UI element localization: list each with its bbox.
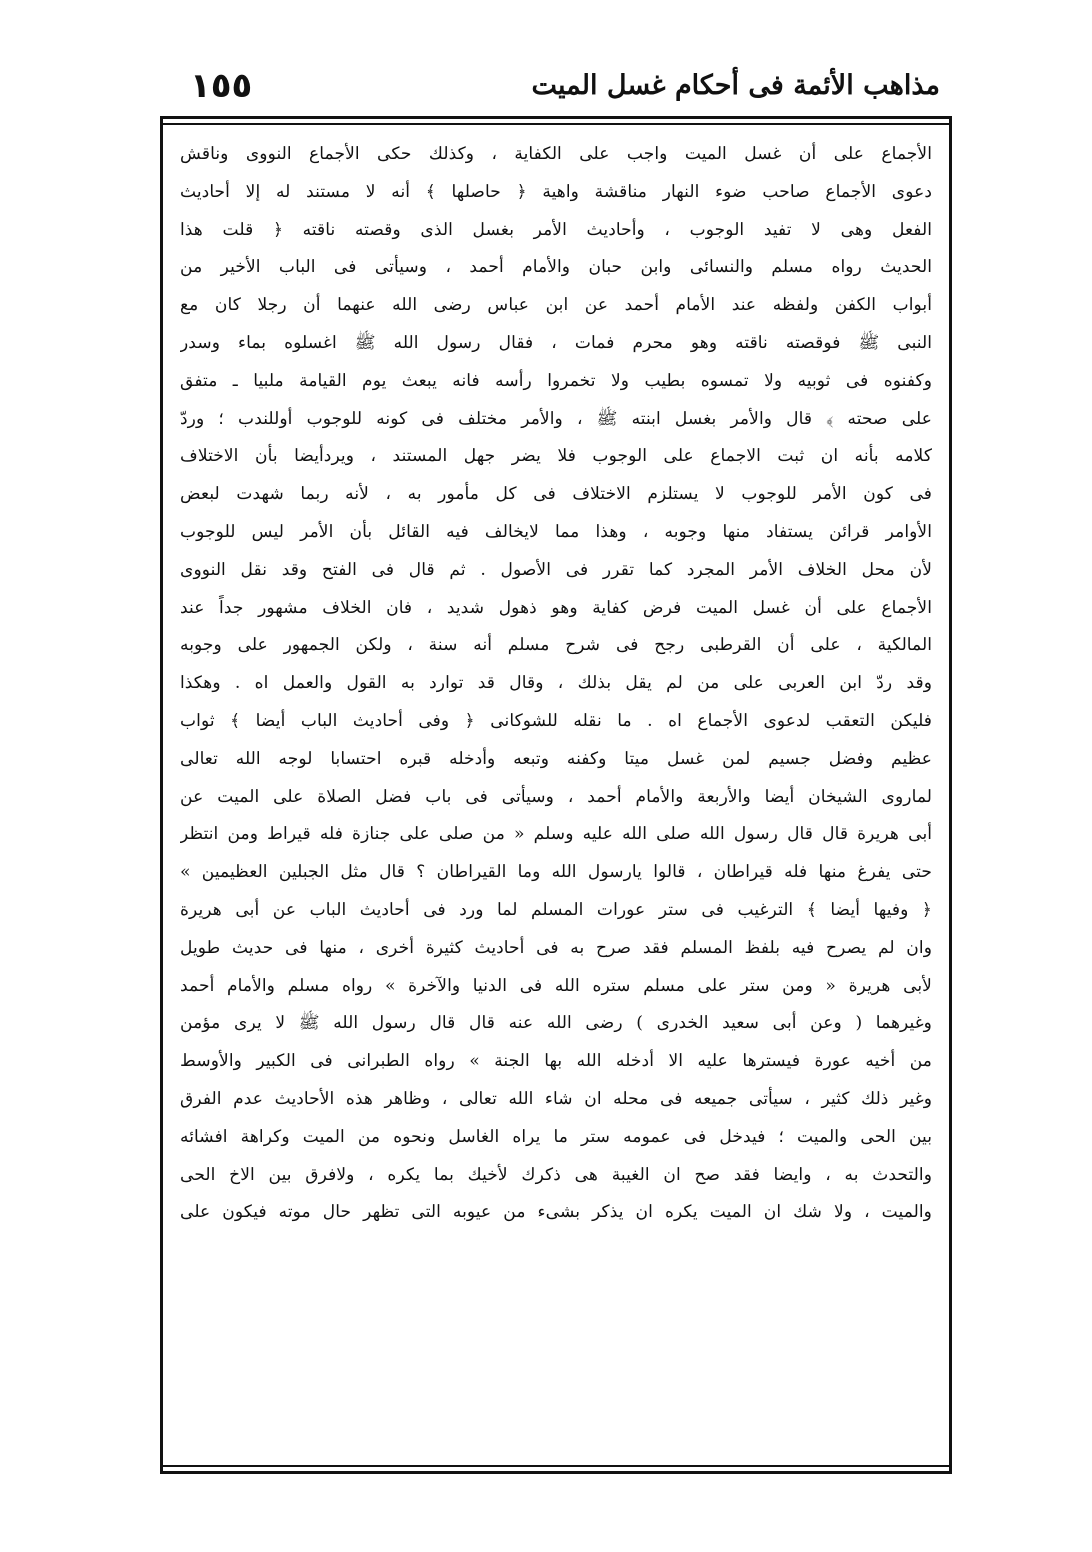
- text-line: وغيرهما ( وعن أبى سعيد الخدرى ) رضى الله عنه قال قال رسول الله ﷺ لا يرى مؤمن: [180, 1013, 932, 1034]
- text-line: الأجماع على أن غسل الميت واجب على الكفاية ، وكذلك حكى الأجماع النووى وناقش: [180, 144, 932, 164]
- text-line: فى كون الأمر للوجوب لا يستلزم الاختلاف فى كل مأمور به ، لأنه ربما شهدت لبعض: [180, 484, 932, 505]
- text-line: دعوى الأجماع صاحب ضوء النهار مناقشة واهية ﴿ حاصلها ﴾ أنه لا مستند له إلا أحاديث: [180, 181, 932, 202]
- text-line: كلامه بأنه ان ثبت الاجماع على الوجوب فلا يضر جهل المستند ، ويردأيضا بأن الاختلاف: [180, 446, 932, 467]
- frame-left-border: [160, 116, 163, 1474]
- page-number: ١٥٥: [190, 66, 253, 106]
- text-line: حتى يفرغ منها فله قيراطان ، قالوا يارسول الله وما القيراطان ؟ قال مثل الجبلين العظيمين »: [180, 862, 932, 883]
- text-line: والميت ، ولا شك ان الميت يكره ان يذكر بشىء من عيوبه التى تظهر حال موته فيكون على: [180, 1202, 932, 1223]
- text-line: من أخيه عورة فيسترها عليه الا أدخله الله بها الجنة » رواه الطبرانى فى الكبير والأوسط: [180, 1051, 932, 1072]
- text-line: المالكية ، على أن القرطبى رجح فى شرح مسلم أنه سنة ، ولكن الجمهور على وجوبه: [180, 635, 932, 656]
- text-line: لماروى الشيخان أيضا والأربعة والأمام أحمد ، وسيأتى فى باب فضل الصلاة على الميت عن: [180, 786, 932, 807]
- page-header: [190, 66, 940, 116]
- top-rule-thin: [162, 123, 952, 125]
- bottom-rule-thick: [162, 1471, 952, 1474]
- text-line: والتحدث به ، وايضا فقد صح ان الغيبة هى ذكرك لأخيك بما يكره ، ولافرق بين الاخ الحى: [180, 1164, 932, 1185]
- text-line: النبى ﷺ فوقصته ناقته وهو محرم فمات ، فقال رسول الله ﷺ اغسلوه بماء وسدر: [180, 332, 932, 353]
- running-title: مذاهب الأئمة فى أحكام غسل الميت: [531, 70, 940, 101]
- text-line: الأجماع على أن غسل الميت فرض كفاية وهو ذهول شديد ، فان الخلاف مشهور جداً عند: [180, 597, 932, 618]
- text-line: أبواب الكفن ولفظه عند الأمام أحمد عن ابن عباس رضى الله عنهما أن رجلا كان مع: [180, 295, 932, 316]
- text-line: وكفنوه فى ثوبيه ولا تمسوه بطيب ولا تخمروا رأسه فانه يبعث يوم القيامة ملبيا ـ متفق: [180, 370, 932, 391]
- text-line: عظيم وفضل جسيم لمن غسل ميتا وكفنه وتبعه وأدخله قبره احتسابا لوجه الله تعالى: [180, 748, 932, 769]
- text-line: وان لم يصرح فيه بلفظ المسلم فقد صرح به فى أحاديث كثيرة أخرى ، منها فى حديث طويل: [180, 937, 932, 958]
- text-line: أبى هريرة قال قال رسول الله صلى الله عليه وسلم « من صلى على جنازة فله قيراط ومن انتظر: [180, 824, 932, 845]
- text-line: وقد ردّ ابن العربى على من لم يقل بذلك ، وقال قد توارد به القول والعمل اه . وهكذا: [180, 673, 932, 694]
- text-line: بين الحى والميت ؛ فيدخل فى عمومه ستر ما يراه الغاسل ونحوه من الميت وكراهة افشائه: [180, 1126, 932, 1147]
- text-line: وغير ذلك كثير ، سيأتى جميعه فى محله ان شاء الله تعالى ، وظاهر هذه الأحاديث عدم الفرق: [180, 1088, 932, 1109]
- text-line: الحديث رواه مسلم والنسائى وابن حبان والأمام أحمد ، وسيأتى فى الباب الأخير من: [180, 257, 932, 278]
- text-line: فليكن التعقب لدعوى الأجماع اه . ما نقله للشوكانى ﴿ وفى أحاديث الباب أيضا ﴾ ثواب: [180, 710, 932, 731]
- bottom-rule-thin: [162, 1465, 952, 1467]
- text-line: على صحته ﴾ قال والأمر بغسل ابنته ﷺ ، والأمر مختلف فى كونه للوجوب أوللندب ؛ وردّ: [180, 408, 932, 429]
- text-line: ﴿ وفيها أيضا ﴾ الترغيب فى ستر عورات المسلم لما ورد فى أحاديث الباب عن أبى هريرة: [180, 899, 932, 920]
- body-text: [180, 136, 932, 1462]
- top-rule-thick: [162, 116, 952, 119]
- text-line: الفعل وهى لا تفيد الوجوب ، وأحاديث الأمر بغسل الذى وقصته ناقته ﴿ قلت هذا: [180, 219, 932, 240]
- frame-right-border: [949, 116, 952, 1474]
- text-line: الأوامر قرائن يستفاد منها وجوبه ، وهذا مما لايخالف فيه القائل بأن الأمر ليس للوجوب: [180, 521, 932, 542]
- text-line: لأبى هريرة « ومن ستر على مسلم ستره الله فى الدنيا والآخرة » رواه مسلم والأمام أحمد: [180, 975, 932, 996]
- text-line: لأن محل الخلاف الأمر المجرد كما تقرر فى الأصول . ثم قال فى الفتح وقد نقل النووى: [180, 559, 932, 580]
